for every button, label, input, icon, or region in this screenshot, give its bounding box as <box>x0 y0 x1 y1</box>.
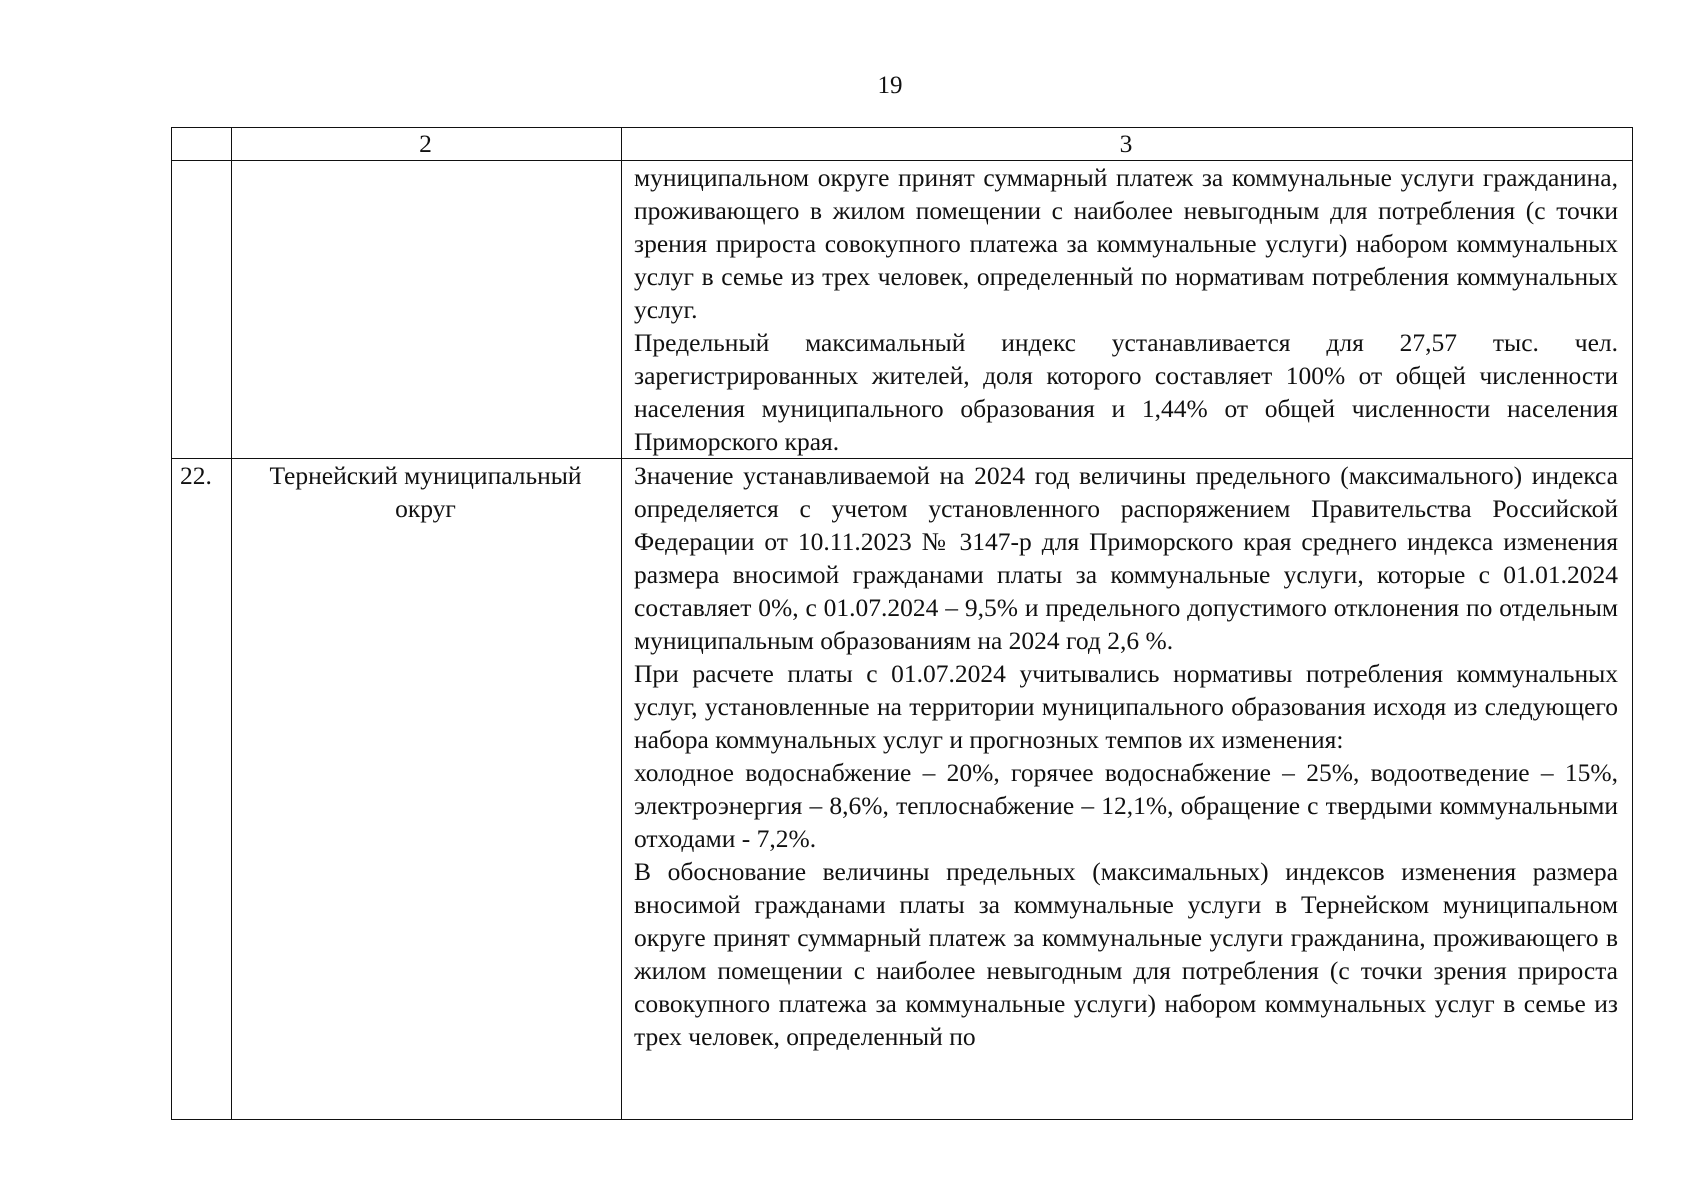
header-cell-3: 3 <box>622 128 1633 161</box>
page-number: 19 <box>877 72 903 99</box>
table-header-row <box>172 128 1633 161</box>
table-row <box>172 161 1633 459</box>
paragraph: Значение устанавливаемой на 2024 год величины предельного (максимального) индекса определяется с учетом установленного распоряжением Правительства Российской Федерации от 10.11.2023 № 3147-р для Приморского края среднего индекса изменения размера вносимой гражданами платы за коммунальные услуги, которые с 01.01.2024 составляет 0%, с 01.07.2024 – 9,5% и предельного допустимого отклонения по отдельным муниципальным образованиям на 2024 год 2,6 %. <box>634 461 1618 655</box>
paragraph: В обоснование величины предельных (максимальных) индексов изменения размера вносимой гражданами платы за коммунальные услуги в Тернейском муниципальном округе принят суммарный платеж за коммунальные услуги гражданина, проживающего в жилом помещении с наиболее невыгодным для потребления (с точки зрения прироста совокупного платежа за коммунальные услуги) набором коммунальных услуг в семье из трех человек, определенный по <box>634 857 1618 1051</box>
row-number <box>172 161 232 459</box>
index-table <box>171 127 1633 1120</box>
table-row <box>172 459 1633 1120</box>
municipality-name: Тернейский муниципальный округ <box>232 459 622 1120</box>
header-cell-1 <box>172 128 232 161</box>
municipality-name <box>232 161 622 459</box>
header-cell-2: 2 <box>232 128 622 161</box>
paragraph: При расчете платы с 01.07.2024 учитывались нормативы потребления коммунальных услуг, установленные на территории муниципального образования исходя из следующего набора коммунальных услуг и прогнозных темпов их изменения: <box>634 659 1618 754</box>
row-number: 22. <box>172 459 232 1120</box>
paragraph: Предельный максимальный индекс устанавливается для 27,57 тыс. чел. зарегистрированных жителей, доля которого составляет 100% от общей численности населения муниципального образования и 1,44% от общей численности населения Приморского края. <box>634 328 1618 456</box>
description-cell <box>622 459 1633 1120</box>
paragraph: муниципальном округе принят суммарный платеж за коммунальные услуги гражданина, проживающего в жилом помещении с наиболее невыгодным для потребления (с точки зрения прироста совокупного платежа за коммунальные услуги) набором коммунальных услуг в семье из трех человек, определенный по нормативам потребления коммунальных услуг. <box>634 163 1618 324</box>
paragraph: холодное водоснабжение – 20%, горячее водоснабжение – 25%, водоотведение – 15%, электроэнергия – 8,6%, теплоснабжение – 12,1%, обращение с твердыми коммунальными отходами - 7,2%. <box>634 758 1618 853</box>
description-cell <box>622 161 1633 459</box>
